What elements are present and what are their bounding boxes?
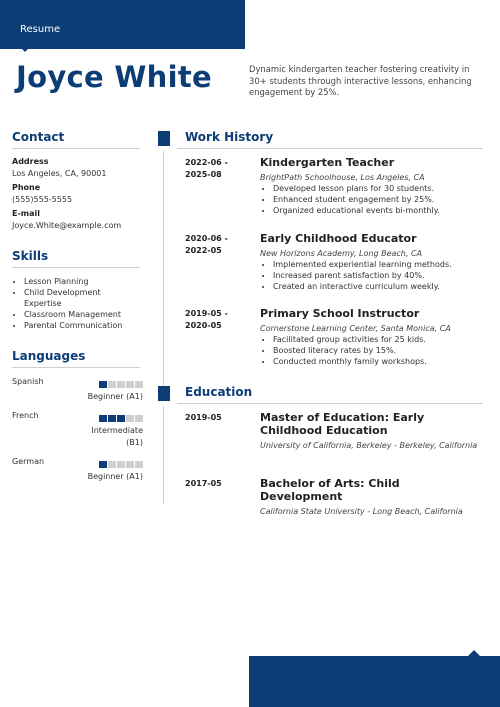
level-bar <box>99 461 107 468</box>
education-title: Education <box>185 385 253 399</box>
level-bar <box>99 415 107 422</box>
job-bullet: • Conducted monthly family workshops. <box>273 356 485 367</box>
work-history-rule <box>177 148 483 149</box>
language-level-bars <box>99 381 143 388</box>
job-bullet: • Increased parent satisfaction by 40%. <box>273 270 485 281</box>
email-label: E-mail <box>12 209 41 218</box>
level-bar <box>108 415 116 422</box>
level-bar <box>108 381 116 388</box>
level-bar <box>99 381 107 388</box>
languages-section <box>12 349 140 368</box>
level-bar <box>117 415 125 422</box>
skill-item: • Lesson Planning <box>24 276 140 287</box>
skill-item: • Child Development Expertise <box>24 287 140 309</box>
job-start: 2019-05 - <box>185 309 228 318</box>
phone-value: (555)555-5555 <box>12 195 73 204</box>
footer-band <box>249 656 500 707</box>
job-bullet: • Enhanced student engagement by 25%. <box>273 194 485 205</box>
level-bar <box>126 381 134 388</box>
level-bar <box>135 461 143 468</box>
section-flag-icon <box>158 131 170 146</box>
language-name: Spanish <box>12 377 44 386</box>
language-level: Beginner (A1) <box>87 392 143 401</box>
edu-date: 2017-05 <box>185 479 222 488</box>
job-title: Early Childhood Educator <box>260 232 417 245</box>
job-bullets <box>260 334 485 367</box>
language-level: Beginner (A1) <box>87 472 143 481</box>
address-value: Los Angeles, CA, 90001 <box>12 169 107 178</box>
job-org: New Horizons Academy, Long Beach, CA <box>260 249 423 258</box>
skills-rule <box>12 267 140 268</box>
job-title: Kindergarten Teacher <box>260 156 395 169</box>
languages-title: Languages <box>12 349 86 363</box>
job-bullet: • Developed lesson plans for 30 students. <box>273 183 485 194</box>
skill-item: • Parental Communication <box>24 320 140 331</box>
job-end: 2020-05 <box>185 321 222 330</box>
job-date <box>185 157 228 181</box>
level-bar <box>108 461 116 468</box>
level-bar <box>117 381 125 388</box>
job-start: 2020-06 - <box>185 234 228 243</box>
job-date <box>185 308 228 332</box>
job-org: BrightPath Schoolhouse, Los Angeles, CA <box>260 173 425 182</box>
job-start: 2022-06 - <box>185 158 228 167</box>
education-entry <box>260 411 485 452</box>
language-level: Intermediate (B1) <box>91 426 143 447</box>
job-org: Cornerstone Learning Center, Santa Monica, CA <box>260 324 451 333</box>
job-bullet: • Boosted literacy rates by 15%. <box>273 345 485 356</box>
edu-date: 2019-05 <box>185 413 222 422</box>
skill-item: • Classroom Management <box>24 309 140 320</box>
job-entry <box>260 232 485 292</box>
work-history-title: Work History <box>185 130 274 144</box>
phone-label: Phone <box>12 183 41 192</box>
language-name: French <box>12 411 39 420</box>
level-bar <box>126 415 134 422</box>
language-level-bars <box>99 415 143 422</box>
address-label: Address <box>12 157 49 166</box>
resume-tag: Resume <box>20 24 61 35</box>
language-level-bars <box>99 461 143 468</box>
degree-title: Master of Education: Early Childhood Education <box>260 411 425 437</box>
education-rule <box>177 403 483 404</box>
job-bullets <box>260 183 485 216</box>
timeline-line <box>163 148 164 504</box>
skills-list <box>12 276 140 331</box>
email-value: Joyce.White@example.com <box>12 221 122 230</box>
school-name: California State University - Long Beach, California <box>260 507 463 516</box>
job-bullet: • Implemented experiential learning methods. <box>273 259 485 270</box>
job-title: Primary School Instructor <box>260 307 420 320</box>
school-name: University of California, Berkeley - Berkeley, California <box>260 441 478 450</box>
contact-title: Contact <box>12 130 65 144</box>
job-end: 2025-08 <box>185 170 222 179</box>
header-band <box>0 0 245 49</box>
job-bullet: • Facilitated group activities for 25 kids. <box>273 334 485 345</box>
contact-section <box>12 130 140 230</box>
section-flag-icon <box>158 386 170 401</box>
contact-rule <box>12 148 140 149</box>
summary-text: Dynamic kindergarten teacher fostering creativity in 30+ students through interactive lessons, enhancing engagement by 25%. <box>249 64 472 97</box>
level-bar <box>117 461 125 468</box>
language-name: German <box>12 457 45 466</box>
job-entry <box>260 307 485 367</box>
job-bullet: • Organized educational events bi-monthly. <box>273 205 485 216</box>
level-bar <box>135 415 143 422</box>
job-end: 2022-05 <box>185 246 222 255</box>
skills-title: Skills <box>12 249 49 263</box>
job-bullet: • Created an interactive curriculum weekly. <box>273 281 485 292</box>
skills-section <box>12 249 140 331</box>
job-bullets <box>260 259 485 292</box>
job-date <box>185 233 228 257</box>
level-bar <box>126 461 134 468</box>
languages-rule <box>12 367 140 368</box>
level-bar <box>135 381 143 388</box>
education-entry <box>260 477 485 518</box>
header-notch <box>20 47 30 52</box>
degree-title: Bachelor of Arts: Child Development <box>260 477 400 503</box>
job-entry <box>260 156 485 216</box>
candidate-name: Joyce White <box>16 60 212 94</box>
